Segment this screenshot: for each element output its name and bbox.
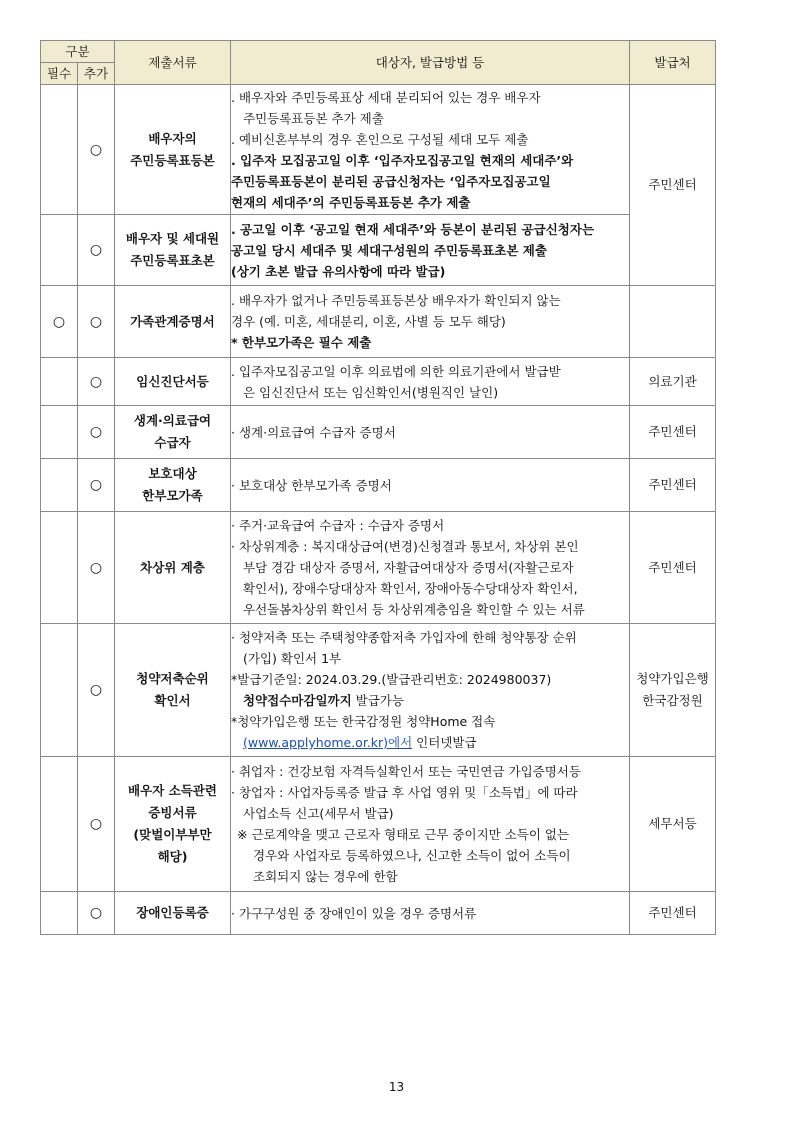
target-description: · 청약저축 또는 주택청약종합저축 가입자에 한해 청약통장 순위 (가입) 확인서 1부 *발급기준일: 2024.03.29.(발급관리번호: 2024980037) 청약접수마감일까지 발급가능 *청약가입은행 또는 한국감정원 청약Home 접속 (www.applyhome.or.kr)에서 인터넷발급 (231, 624, 630, 757)
document-name: 배우자 소득관련 증빙서류 (맞벌이부부만 해당) (115, 757, 231, 892)
issuer-cell: 주민센터 (630, 459, 716, 512)
additional-cell (78, 85, 115, 215)
document-table (40, 40, 716, 935)
additional-cell (78, 215, 115, 286)
document-name: 가족관계증명서 (115, 286, 231, 358)
issuer-cell: 세무서등 (630, 757, 716, 892)
circle-mark: ○ (89, 905, 103, 921)
document-name: 임신진단서등 (115, 358, 231, 406)
required-cell (41, 406, 78, 459)
issuer-cell: 주민센터 (630, 85, 716, 286)
required-cell (41, 459, 78, 512)
target-description: · 가구구성원 중 장애인이 있을 경우 증명서류 (231, 892, 630, 935)
additional-cell (78, 358, 115, 406)
document-name: 보호대상 한부모가족 (115, 459, 231, 512)
additional-cell (78, 757, 115, 892)
additional-cell (78, 459, 115, 512)
circle-mark: ○ (89, 242, 103, 258)
issuer-cell (630, 286, 716, 358)
issuer-cell: 주민센터 (630, 512, 716, 624)
header-additional: 추가 (78, 63, 115, 85)
table-row (41, 757, 716, 892)
target-description: . 입주자모집공고일 이후 의료법에 의한 의료기관에서 발급받 은 임신진단서 또는 임신확인서(병원직인 날인) (231, 358, 630, 406)
table-row (41, 215, 716, 286)
circle-mark: ○ (89, 373, 103, 390)
circle-mark: ○ (89, 141, 103, 158)
additional-cell (78, 892, 115, 935)
document-name: 장애인등록증 (115, 892, 231, 935)
header-category: 구분 (41, 41, 115, 63)
circle-mark: ○ (89, 682, 103, 698)
target-description: · 주거·교육급여 수급자 : 수급자 증명서 · 차상위계층 : 복지대상급여(변경)신청결과 통보서, 차상위 본인 부담 경감 대상자 증명서, 자활급여대상자 증명서(자활근로자 확인서), 장애수당대상자 확인서, 장애아동수당대상자 확인서, 우선돌봄차상위 확인서 등 차상위계층임을 확인할 수 있는 서류 (231, 512, 630, 624)
required-cell (41, 358, 78, 406)
header-issuer: 발급처 (630, 41, 716, 85)
document-name: 생계·의료급여 수급자 (115, 406, 231, 459)
table-row (41, 406, 716, 459)
additional-cell (78, 286, 115, 358)
table-row (41, 512, 716, 624)
page-number: 13 (388, 1080, 405, 1094)
target-description: · 취업자 : 건강보험 자격득실확인서 또는 국민연금 가입증명서등 · 창업자 : 사업자등록증 발급 후 사업 영위 및「소득법」에 따라 사업소득 신고(세무서 발급) ※ 근로계약을 맺고 근로자 형태로 근무 중이지만 소득이 없는 경우와 사업자로 등록하였으나, 신고한 소득이 없어 소득이 조회되지 않는 경우에 한함 (231, 757, 630, 892)
target-description: · 생계·의료급여 수급자 증명서 (231, 406, 630, 459)
circle-mark: ○ (89, 313, 103, 330)
table-row (41, 459, 716, 512)
target-description: . 배우자가 없거나 주민등록표등본상 배우자가 확인되지 않는 경우 (예. 미혼, 세대분리, 이혼, 사별 등 모두 해당) * 한부모가족은 필수 제출 (231, 286, 630, 358)
additional-cell (78, 406, 115, 459)
issuer-cell: 주민센터 (630, 892, 716, 935)
header-required: 필수 (41, 63, 78, 85)
header-document: 제출서류 (115, 41, 231, 85)
required-cell (41, 624, 78, 757)
circle-mark: ○ (89, 424, 103, 440)
issuer-cell: 의료기관 (630, 358, 716, 406)
issuer-cell: 청약가입은행 한국감정원 (630, 624, 716, 757)
required-cell (41, 286, 78, 358)
document-name: 배우자 및 세대원 주민등록표초본 (115, 215, 231, 286)
table-row (41, 85, 716, 215)
document-name: 배우자의 주민등록표등본 (115, 85, 231, 215)
table-row (41, 358, 716, 406)
target-description: · 보호대상 한부모가족 증명서 (231, 459, 630, 512)
additional-cell (78, 512, 115, 624)
table-row (41, 624, 716, 757)
required-cell (41, 892, 78, 935)
header-target: 대상자, 발급방법 등 (231, 41, 630, 85)
required-cell (41, 512, 78, 624)
circle-mark: ○ (89, 816, 103, 832)
circle-mark: ○ (89, 477, 103, 493)
table-row (41, 892, 716, 935)
required-cell (41, 215, 78, 286)
issuer-cell: 주민센터 (630, 406, 716, 459)
target-description: . 공고일 이후 ‘공고일 현재 세대주’와 등본이 분리된 공급신청자는 공고일 당시 세대주 및 세대구성원의 주민등록표초본 제출 (상기 초본 발급 유의사항에 따라 발급) (231, 215, 630, 286)
additional-cell (78, 624, 115, 757)
required-cell (41, 85, 78, 215)
required-cell (41, 757, 78, 892)
table-row (41, 286, 716, 358)
circle-mark: ○ (89, 559, 103, 576)
document-name: 청약저축순위 확인서 (115, 624, 231, 757)
circle-mark: ○ (52, 313, 66, 330)
target-description: . 배우자와 주민등록표상 세대 분리되어 있는 경우 배우자 주민등록표등본 추가 제출 . 예비신혼부부의 경우 혼인으로 구성될 세대 모두 제출 . 입주자 모집공고일 이후 ‘입주자모집공고일 현재의 세대주’와 주민등록표등본이 분리된 공급신청자는 ‘입주자모집공고일 현재의 세대주’의 주민등록표등본 추가 제출 (231, 85, 630, 215)
applyhome-link[interactable]: (www.applyhome.or.kr)에서 (243, 735, 413, 750)
document-name: 차상위 계층 (115, 512, 231, 624)
